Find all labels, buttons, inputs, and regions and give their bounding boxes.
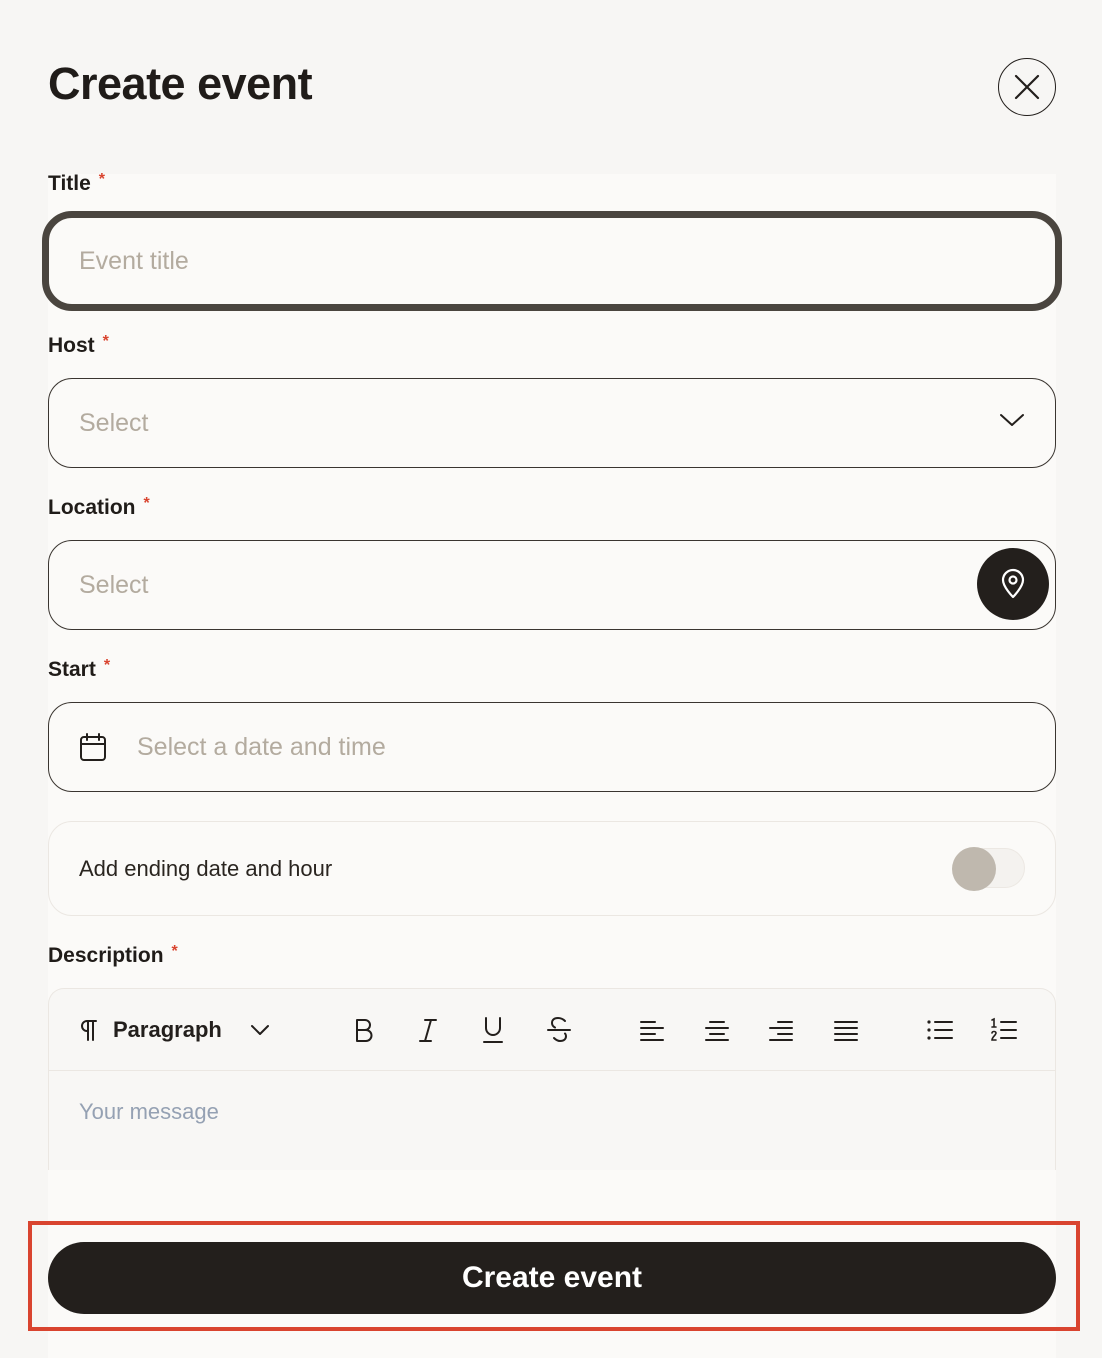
underline-button[interactable] [481, 1013, 505, 1047]
bullet-list-button[interactable] [926, 1013, 954, 1047]
required-mark: * [171, 943, 178, 960]
host-select[interactable] [48, 378, 1056, 468]
page-title: Create event [48, 58, 313, 109]
align-center-button[interactable] [704, 1013, 730, 1047]
location-label [48, 496, 150, 520]
align-justify-icon [833, 1018, 859, 1042]
align-right-icon [768, 1018, 794, 1042]
description-editor [48, 988, 1056, 1170]
required-mark: * [103, 657, 111, 674]
block-format-dropdown[interactable] [79, 1013, 270, 1047]
calendar-icon [79, 732, 107, 762]
bold-icon [352, 1017, 376, 1043]
align-justify-button[interactable] [833, 1013, 859, 1047]
paragraph-icon [79, 1018, 99, 1042]
editor-toolbar [49, 989, 1055, 1071]
strikethrough-icon [546, 1016, 572, 1044]
required-mark: * [98, 171, 106, 188]
host-label-text: Host [48, 334, 95, 357]
host-label [48, 334, 109, 358]
close-icon [1014, 74, 1040, 100]
bold-button[interactable] [352, 1013, 376, 1047]
start-label [48, 658, 110, 682]
location-label-text: Location [48, 496, 136, 519]
underline-icon [481, 1016, 505, 1044]
chevron-down-icon [250, 1024, 270, 1036]
title-label-text: Title [48, 172, 91, 195]
title-placeholder: Event title [79, 246, 189, 275]
end-date-toggle[interactable] [953, 848, 1025, 888]
map-pin-icon [999, 568, 1027, 600]
title-label [48, 172, 105, 196]
align-center-icon [704, 1018, 730, 1042]
italic-icon [416, 1017, 440, 1043]
end-date-toggle-row [48, 821, 1056, 916]
chevron-down-icon [999, 412, 1025, 428]
required-mark: * [102, 333, 109, 350]
location-placeholder: Select [79, 570, 149, 599]
start-date-picker[interactable] [48, 702, 1056, 792]
description-placeholder[interactable]: Your message [79, 1099, 219, 1124]
numbered-list-button[interactable] [990, 1013, 1018, 1047]
location-pin-button[interactable] [977, 548, 1049, 620]
title-input[interactable] [42, 211, 1062, 311]
align-left-button[interactable] [639, 1013, 665, 1047]
align-left-icon [639, 1018, 665, 1042]
description-label [48, 944, 178, 968]
strikethrough-button[interactable] [546, 1013, 572, 1047]
start-label-text: Start [48, 658, 96, 681]
highlight-box [28, 1221, 1080, 1331]
close-button[interactable] [998, 58, 1056, 116]
numbered-list-icon [990, 1017, 1018, 1043]
description-label-text: Description [48, 944, 164, 967]
align-right-button[interactable] [768, 1013, 794, 1047]
create-event-button[interactable]: Create event [48, 1242, 1056, 1314]
host-placeholder: Select [79, 408, 149, 437]
required-mark: * [143, 495, 150, 512]
block-format-label: Paragraph [113, 1017, 222, 1042]
toggle-knob [952, 847, 996, 891]
bullet-list-icon [926, 1018, 954, 1042]
end-date-toggle-label: Add ending date and hour [79, 855, 333, 881]
location-select[interactable] [48, 540, 1056, 630]
start-placeholder: Select a date and time [137, 732, 386, 761]
italic-button[interactable] [416, 1013, 440, 1047]
